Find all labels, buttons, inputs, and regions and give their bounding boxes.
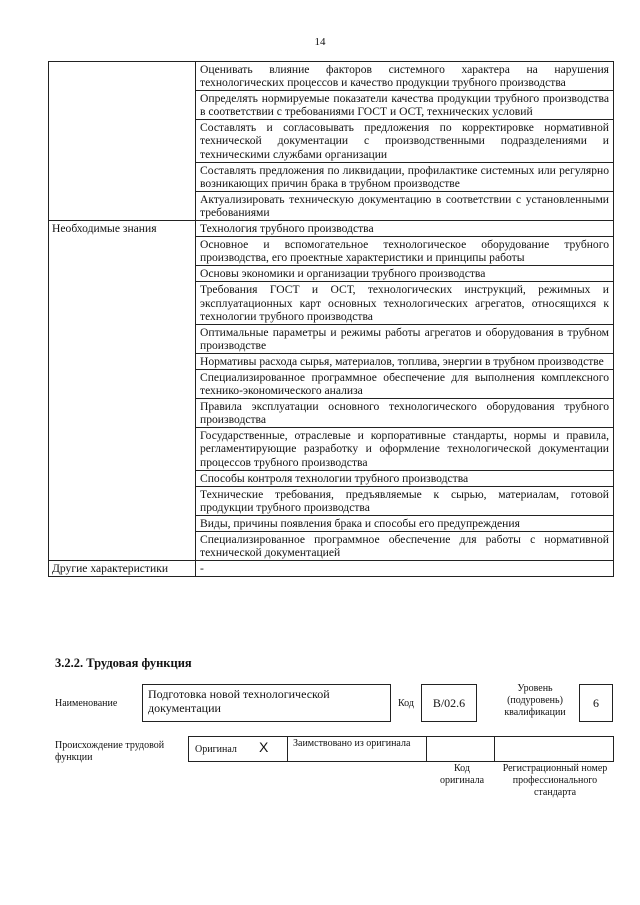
- row-description-cell: Технология трубного производства: [196, 221, 614, 237]
- row-description-cell: Способы контроля технологии трубного производства: [196, 470, 614, 486]
- row-label-cell: [49, 62, 196, 221]
- section-title: 3.2.2. Трудовая функция: [55, 656, 192, 670]
- row-description-cell: Технические требования, предъявляемые к сырью, материалам, готовой продукции трубного производства: [196, 486, 614, 515]
- row-description-cell: Виды, причины появления брака и способы его предупреждения: [196, 515, 614, 531]
- table-row: [49, 62, 614, 91]
- original-label: Оригинал: [195, 744, 237, 755]
- level-value: 6: [593, 696, 599, 710]
- row-description-cell: Специализированное программное обеспечение для работы с нормативной технической документацией: [196, 532, 614, 561]
- code-label: Код: [398, 698, 414, 709]
- row-label-cell: Необходимые знания: [49, 221, 196, 561]
- divider: [494, 736, 495, 762]
- function-code-box: [421, 684, 477, 722]
- original-mark: X: [259, 739, 269, 755]
- row-description-cell: Правила эксплуатации основного технологического оборудования трубного производства: [196, 399, 614, 428]
- row-description-cell: Специализированное программное обеспечение для выполнения комплексного технико-экономического анализа: [196, 369, 614, 398]
- code-caption: Код оригинала: [439, 763, 485, 786]
- name-label: Наименование: [55, 698, 118, 709]
- table-row: [49, 221, 614, 237]
- skills-knowledge-table: [48, 61, 614, 577]
- row-description-cell: Нормативы расхода сырья, материалов, топлива, энергии в трубном производстве: [196, 353, 614, 369]
- level-label: Уровень (подуровень) квалификации: [504, 683, 566, 718]
- origin-label: Происхождение трудовой функции: [55, 740, 165, 763]
- row-description-cell: Оптимальные параметры и режимы работы агрегатов и оборудования в трубном производстве: [196, 324, 614, 353]
- level-box: [579, 684, 613, 722]
- row-label-cell: Другие характеристики: [49, 561, 196, 577]
- row-description-cell: Основное и вспомогательное технологическое оборудование трубного производства, его проектные характеристики и принципы работы: [196, 237, 614, 266]
- row-description-cell: Определять нормируемые показатели качества продукции трубного производства в соответствии с требованиями ГОСТ и ОСТ, технических условий: [196, 91, 614, 120]
- row-description-cell: Составлять предложения по ликвидации, профилактике системных или регулярно возникающих причин брака в трубном производстве: [196, 162, 614, 191]
- row-description-cell: Основы экономики и организации трубного производства: [196, 266, 614, 282]
- row-description-cell: Оценивать влияние факторов системного характера на нарушения технологических процессов и качество продукции трубного производства: [196, 62, 614, 91]
- reg-caption: Регистрационный номер профессионального стандарта: [502, 763, 608, 798]
- row-description-cell: Государственные, отраслевые и корпоративные стандарты, нормы и правила, регламентирующие разработку и оформление технологической документации процессов трубного производства: [196, 428, 614, 470]
- table-row: [49, 561, 614, 577]
- function-code-value: B/02.6: [432, 696, 466, 710]
- divider: [287, 736, 288, 762]
- function-name-value: Подготовка новой технологической документации: [148, 687, 330, 715]
- row-description-cell: -: [196, 561, 614, 577]
- row-description-cell: Актуализировать техническую документацию в соответствии с установленными требованиями: [196, 191, 614, 220]
- page-number: 14: [314, 36, 326, 48]
- function-name-box: [142, 684, 391, 722]
- row-description-cell: Требования ГОСТ и ОСТ, технологических инструкций, режимных и эксплуатационных карт основных технологических агрегатов, относящихся к технологии трубного производства: [196, 282, 614, 324]
- divider: [426, 736, 427, 762]
- borrowed-label: Заимствовано из оригинала: [293, 738, 411, 749]
- row-description-cell: Составлять и согласовывать предложения по корректировке нормативной технической документации с производственными подразделениями и техническими службами организации: [196, 120, 614, 162]
